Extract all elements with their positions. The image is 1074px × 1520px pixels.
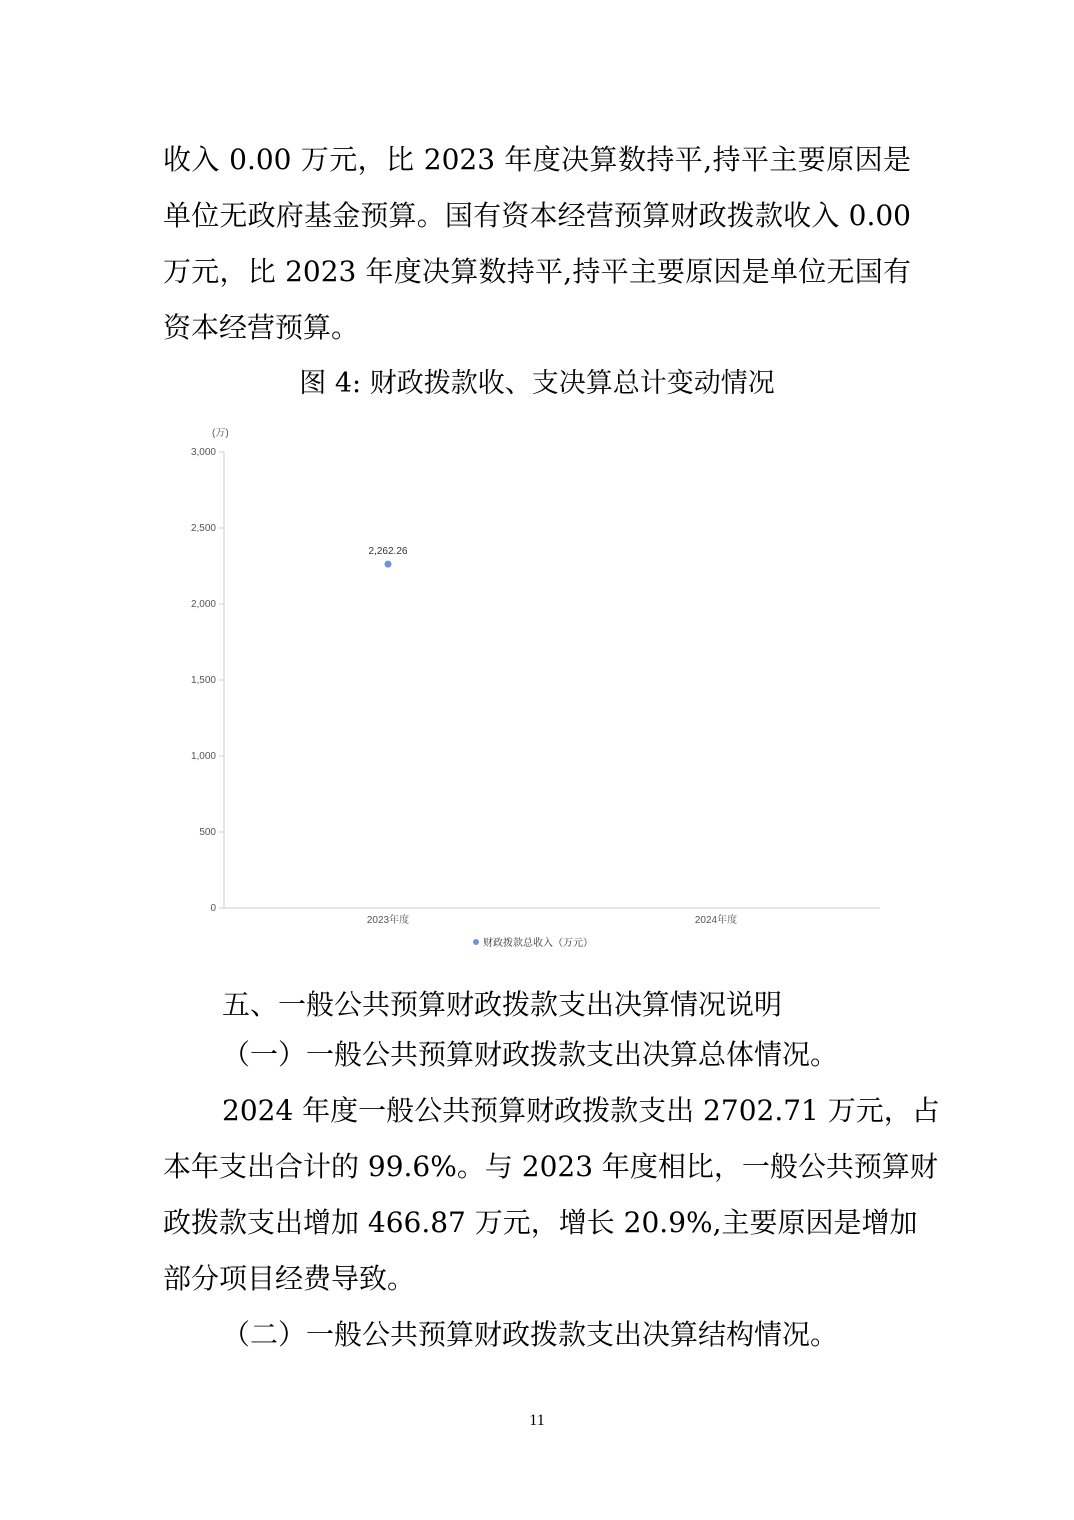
subsection-title: （二）一般公共预算财政拨款支出决算结构情况。 — [222, 1318, 839, 1351]
legend-label: 财政拨款总收入（万元） — [483, 938, 593, 949]
line-chart — [160, 420, 900, 960]
x-tick-label: 2023年度 — [366, 915, 410, 926]
y-tick-label: 1,500 — [190, 675, 216, 686]
figure-caption: 图 4: 财政拨款收、支决算总计变动情况 — [299, 368, 775, 399]
y-unit-label: (万) — [212, 428, 229, 439]
data-label: 2,262.26 — [368, 546, 408, 558]
y-ticks — [191, 447, 224, 914]
page-number: 11 — [529, 1412, 545, 1429]
paragraph-line: 政拨款支出增加 466.87 万元，增长 20.9%,主要原因是增加 — [163, 1206, 918, 1239]
y-tick-label: 0 — [210, 903, 216, 914]
legend-marker — [473, 939, 479, 945]
data-labels — [369, 546, 408, 557]
paragraph-line: 收入 0.00 万元，比 2023 年度决算数持平,持平主要原因是 — [163, 143, 911, 176]
data-point — [385, 561, 392, 568]
subsection-title: （一）一般公共预算财政拨款支出决算总体情况。 — [222, 1038, 839, 1071]
paragraph-line: 万元，比 2023 年度决算数持平,持平主要原因是单位无国有 — [163, 255, 911, 288]
legend — [473, 936, 593, 949]
y-tick-label: 2,000 — [190, 599, 216, 610]
y-tick-label: 1,000 — [190, 751, 216, 762]
y-tick-label: 500 — [199, 827, 216, 838]
y-tick-label: 2,500 — [190, 523, 216, 534]
paragraph-line: 单位无政府基金预算。国有资本经营预算财政拨款收入 0.00 — [163, 199, 911, 232]
paragraph-line: 资本经营预算。 — [163, 311, 360, 344]
series-points — [385, 561, 392, 568]
paragraph-line: 本年支出合计的 99.6%。与 2023 年度相比，一般公共预算财 — [163, 1150, 938, 1183]
section-heading: 五、一般公共预算财政拨款支出决算情况说明 — [222, 988, 783, 1021]
x-ticks — [367, 913, 737, 926]
paragraph-line: 部分项目经费导致。 — [163, 1262, 416, 1295]
y-tick-label: 3,000 — [190, 447, 216, 458]
x-tick-label: 2024年度 — [694, 915, 738, 926]
paragraph-line: 2024 年度一般公共预算财政拨款支出 2702.71 万元，占 — [222, 1094, 940, 1127]
